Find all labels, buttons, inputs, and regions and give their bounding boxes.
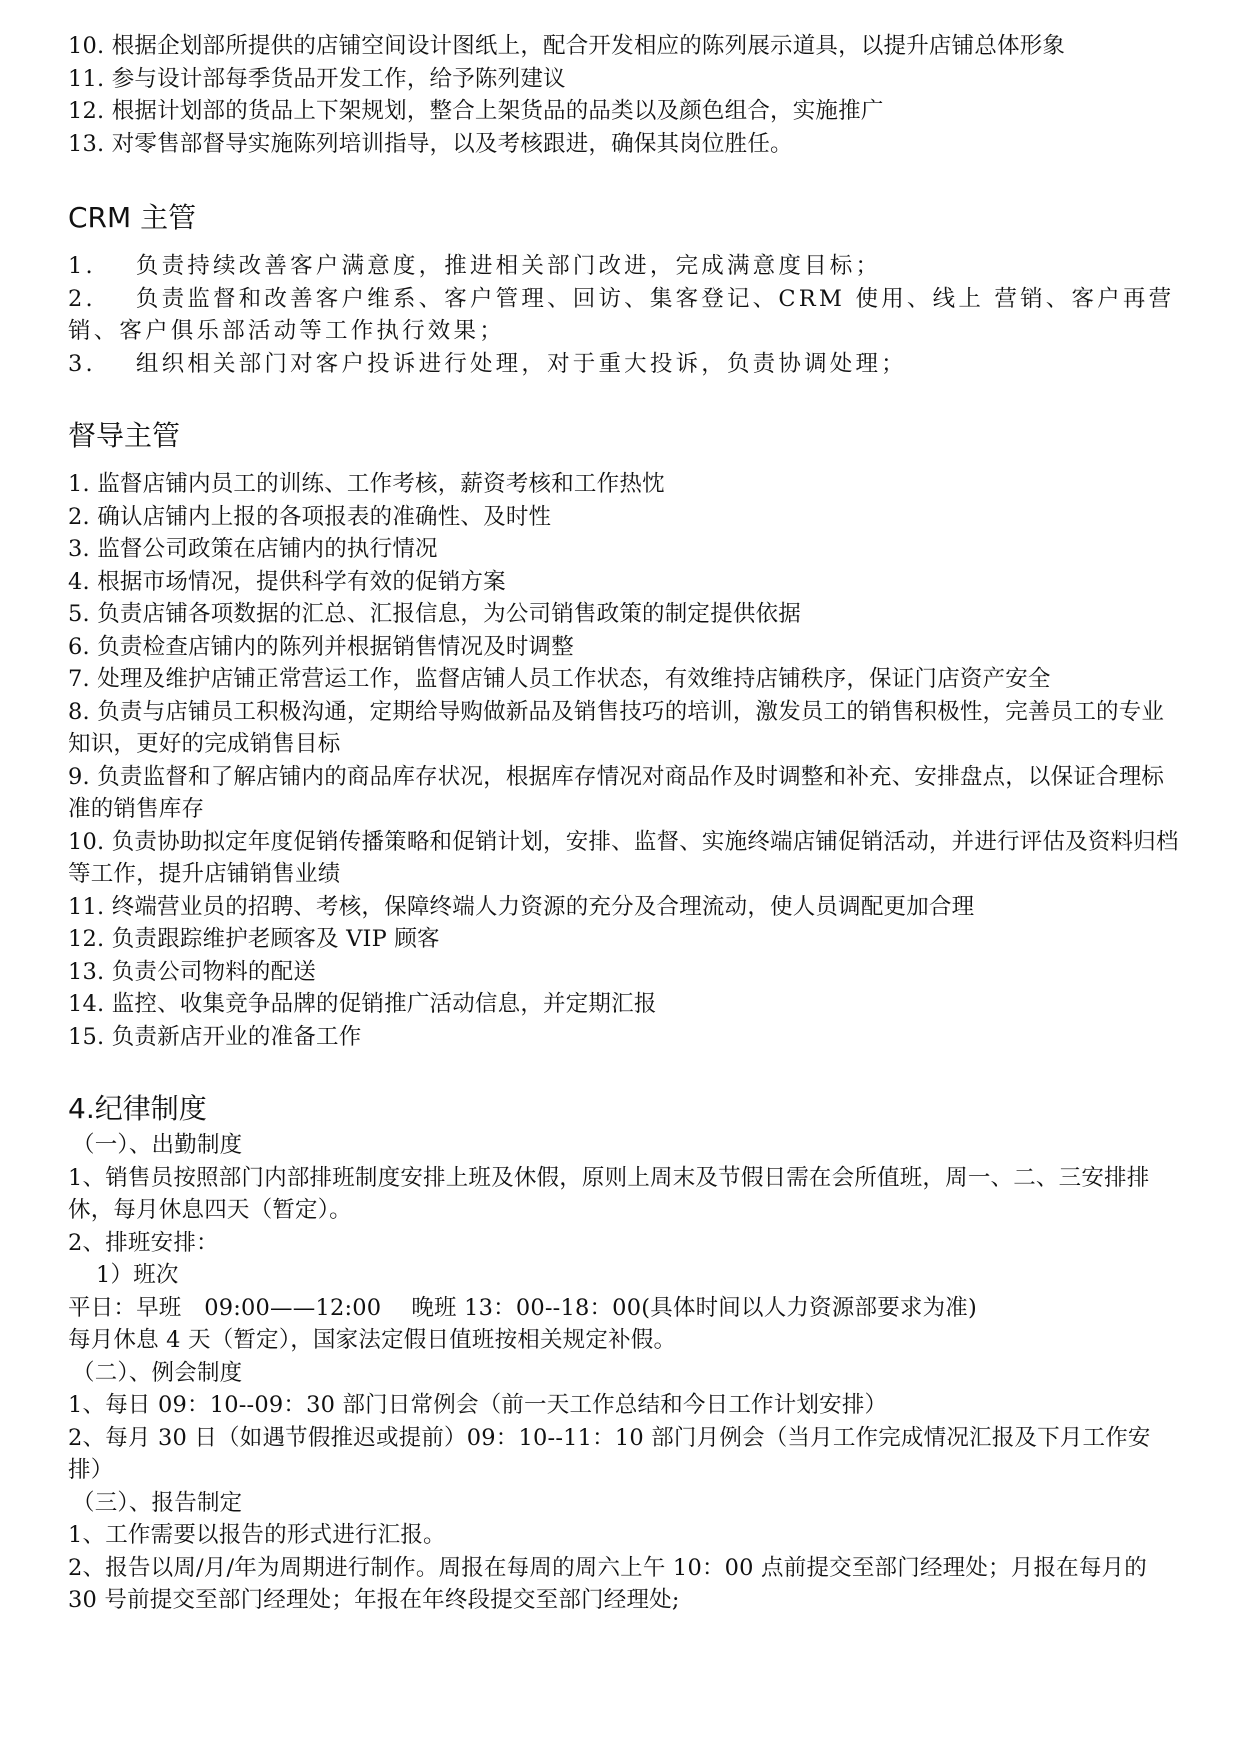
supervisor-item: 14. 监控、收集竞争品牌的促销推广活动信息，并定期汇报 (68, 991, 657, 1017)
report-rule-2: 2、报告以周/月/年为周期进行制作。周报在每周的周六上午 10：00 点前提交至部门经理处；月报在每月的 30 号前提交至部门经理处；年报在年终段提交至部门经理处; (68, 1554, 1147, 1613)
discipline-heading: 4.纪律制度 (68, 1092, 207, 1125)
attendance-subheading: （一）、出勤制度 (72, 1132, 243, 1158)
shift-schedule: 平日：早班 09:00——12:00 晚班 13：00--18：00(具体时间以人力资源部要求为准) (68, 1294, 977, 1321)
crm-manager-section (68, 198, 1180, 380)
monthly-meeting: 2、每月 30 日（如遇节假推迟或提前）09：10--11：10 部门月例会（当月工作完成情况汇报及下月工作安排） (68, 1424, 1151, 1483)
supervisor-item: 15. 负责新店开业的准备工作 (68, 1023, 362, 1050)
report-rule-1: 1、工作需要以报告的形式进行汇报。 (68, 1522, 446, 1548)
attendance-rule-2: 2、排班安排： (68, 1229, 219, 1256)
crm-item-number: 3. (68, 350, 96, 377)
supervisor-item: 11. 终端营业员的招聘、考核，保障终端人力资源的充分及合理流动，使人员调配更加合理 (68, 893, 975, 920)
supervisor-item: 1. 监督店铺内员工的训练、工作考核，薪资考核和工作热忱 (68, 471, 665, 497)
report-subheading: （三）、报告制定 (72, 1489, 243, 1516)
crm-item-2 (68, 283, 1180, 348)
duty-line-11: 11. 参与设计部每季货品开发工作，给予陈列建议 (68, 65, 566, 92)
supervisor-manager-section (68, 416, 1180, 1053)
supervisor-item: 12. 负责跟踪维护老顾客及 VIP 顾客 (68, 926, 440, 952)
supervisor-item: 5. 负责店铺各项数据的汇总、汇报信息，为公司销售政策的制定提供依据 (68, 601, 801, 627)
supervisor-item: 3. 监督公司政策在店铺内的执行情况 (68, 536, 438, 562)
supervisor-item: 7. 处理及维护店铺正常营运工作，监督店铺人员工作状态，有效维持店铺秩序，保证门店资产安全 (68, 666, 1051, 692)
monthly-leave: 每月休息 4 天（暂定），国家法定假日值班按相关规定补假。 (68, 1327, 677, 1353)
duty-line-12: 12. 根据计划部的货品上下架规划，整合上架货品的品类以及颜色组合，实施推广 (68, 98, 884, 124)
crm-item-text: 负责监督和改善客户维系、客户管理、回访、集客登记、CRM 使用、线上 营销、客户再营销、客户俱乐部活动等工作执行效果； (68, 285, 1175, 344)
supervisor-item: 13. 负责公司物料的配送 (68, 958, 317, 985)
supervisor-item: 8. 负责与店铺员工积极沟通，定期给导购做新品及销售技巧的培训，激发员工的销售积极性，完善员工的专业知识，更好的完成销售目标 (68, 698, 1165, 757)
daily-meeting: 1、每日 09：10--09：30 部门日常例会（前一天工作总结和今日工作计划安排） (68, 1392, 888, 1418)
duty-line-10: 10. 根据企划部所提供的店铺空间设计图纸上，配合开发相应的陈列展示道具，以提升店铺总体形象 (68, 33, 1066, 59)
supervisor-item: 6. 负责检查店铺内的陈列并根据销售情况及时调整 (68, 633, 574, 660)
crm-heading: CRM 主管 (68, 201, 197, 234)
attendance-rule-1: 1、销售员按照部门内部排班制度安排上班及休假，原则上周末及节假日需在会所值班，周一、二、三安排排休，每月休息四天（暂定）。 (68, 1164, 1150, 1223)
display-staff-duties (68, 30, 1180, 160)
shift-subheading: 1）班次 (96, 1262, 179, 1288)
meeting-subheading: （二）、例会制度 (72, 1359, 243, 1386)
crm-item-text: 组织相关部门对客户投诉进行处理，对于重大投诉，负责协调处理； (135, 350, 907, 377)
crm-item-number: 1. (68, 253, 96, 279)
crm-item-text: 负责持续改善客户满意度，推进相关部门改进，完成满意度目标； (135, 253, 882, 279)
supervisor-heading: 督导主管 (68, 419, 181, 452)
supervisor-item: 9. 负责监督和了解店铺内的商品库存状况，根据库存情况对商品作及时调整和补充、安排盘点，以保证合理标准的销售库存 (68, 763, 1165, 822)
crm-item-1 (68, 250, 1180, 283)
duty-line-13: 13. 对零售部督导实施陈列培训指导，以及考核跟进，确保其岗位胜任。 (68, 130, 793, 157)
discipline-section (68, 1089, 1180, 1617)
crm-item-3 (68, 348, 1180, 381)
supervisor-item: 2. 确认店铺内上报的各项报表的准确性、及时性 (68, 503, 552, 530)
supervisor-item: 4. 根据市场情况，提供科学有效的促销方案 (68, 568, 506, 595)
document-page (68, 30, 1180, 1617)
supervisor-item: 10. 负责协助拟定年度促销传播策略和促销计划，安排、监督、实施终端店铺促销活动，并进行评估及资料归档等工作，提升店铺销售业绩 (68, 828, 1179, 887)
crm-item-number: 2. (68, 285, 96, 312)
